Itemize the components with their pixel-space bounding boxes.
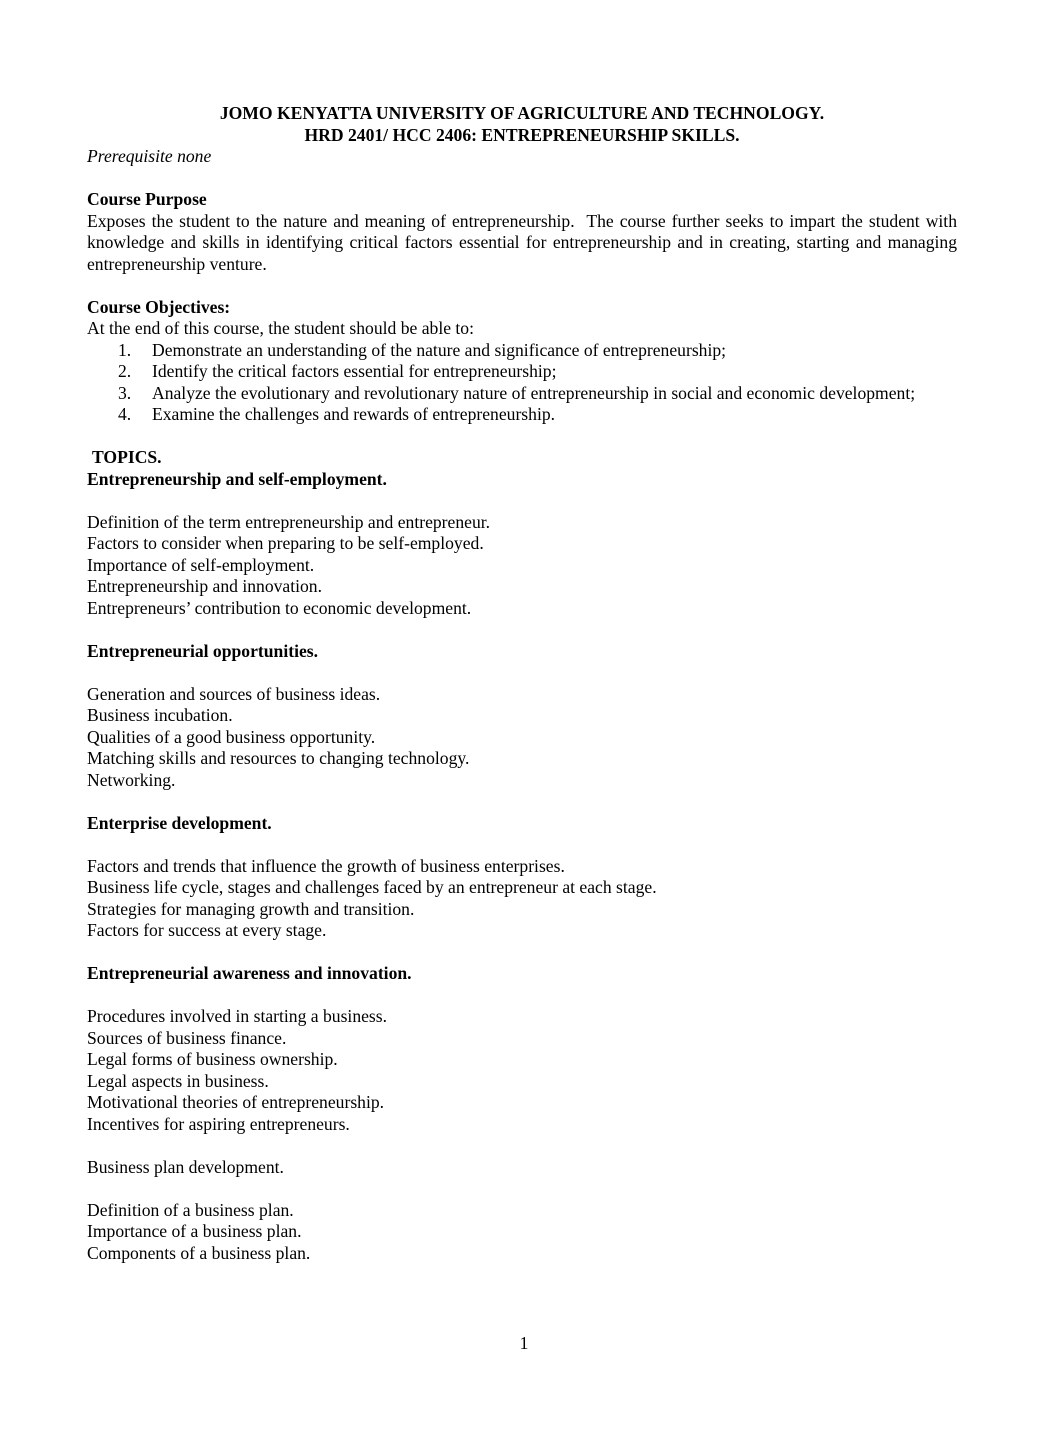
topic-item: Factors to consider when preparing to be self-employed. [87, 533, 484, 553]
course-purpose-body: Exposes the student to the nature and meaning of entrepreneurship. The course further seeks to impart the student with knowledge and skills in identifying critical factors essential for entrepreneurship and in creating, starting and managing entrepreneurship venture. [87, 210, 962, 274]
objective-text: Examine the challenges and rewards of entrepreneurship. [152, 404, 556, 424]
topic-item: Importance of self-employment. [87, 554, 315, 575]
course-objectives-intro: At the end of this course, the student should be able to: [87, 318, 474, 338]
doc-title-line1: JOMO KENYATTA UNIVERSITY OF AGRICULTURE AND TECHNOLOGY. [219, 103, 825, 123]
topic-section-title: Enterprise development. [87, 812, 272, 833]
topic-item: Legal forms of business ownership. [87, 1049, 338, 1069]
objective-item [87, 361, 957, 383]
spacer [87, 619, 957, 641]
spacer [87, 662, 957, 684]
topic-section-title: Business plan development. [87, 1156, 284, 1177]
topic-item: Networking. [87, 769, 176, 790]
objective-text: Demonstrate an understanding of the nature and significance of entrepreneurship; [152, 339, 727, 360]
objective-number: 4. [118, 404, 132, 424]
topic-item: Sources of business finance. [87, 1027, 287, 1048]
topic-item: Definition of a business plan. [87, 1199, 294, 1220]
spacer [87, 1135, 957, 1157]
spacer [87, 275, 957, 297]
spacer [87, 791, 957, 813]
doc-title-line2: HRD 2401/ HCC 2406: ENTREPRENEURSHIP SKILLS. [304, 124, 740, 145]
topic-item: Motivational theories of entrepreneurship. [87, 1092, 385, 1112]
course-purpose-heading: Course Purpose [87, 189, 207, 209]
topic-section-title: Entrepreneurial opportunities. [87, 640, 319, 661]
spacer [87, 1178, 957, 1200]
objective-text: Analyze the evolutionary and revolutionary nature of entrepreneurship in social and economic development; [152, 382, 916, 403]
topic-section-title: Entrepreneurship and self-employment. [87, 468, 387, 489]
topic-item: Factors and trends that influence the growth of business enterprises. [87, 855, 565, 876]
spacer [87, 985, 957, 1007]
topic-item: Generation and sources of business ideas. [87, 683, 381, 704]
topic-item: Entrepreneurship and innovation. [87, 576, 323, 596]
spacer [87, 834, 957, 856]
topic-item: Business life cycle, stages and challenges faced by an entrepreneur at each stage. [87, 877, 657, 897]
topic-item: Incentives for aspiring entrepreneurs. [87, 1113, 350, 1134]
topic-item: Entrepreneurs’ contribution to economic development. [87, 597, 472, 618]
prerequisite-note: Prerequisite none [87, 146, 212, 166]
topic-item: Importance of a business plan. [87, 1221, 302, 1241]
topic-item: Definition of the term entrepreneurship and entrepreneur. [87, 511, 491, 532]
page-number: 1 [519, 1333, 529, 1353]
topic-item: Strategies for managing growth and transition. [87, 898, 415, 919]
objective-item [87, 383, 957, 405]
objective-number: 3. [118, 382, 132, 403]
objective-number: 1. [118, 339, 132, 360]
course-objectives-heading: Course Objectives: [87, 296, 231, 317]
objective-number: 2. [118, 361, 132, 381]
topic-item: Qualities of a good business opportunity. [87, 726, 376, 747]
spacer [87, 490, 957, 512]
topic-item: Matching skills and resources to changing technology. [87, 748, 470, 768]
topic-item: Legal aspects in business. [87, 1070, 269, 1091]
topic-item: Factors for success at every stage. [87, 920, 327, 940]
objective-text: Identify the critical factors essential for entrepreneurship; [152, 361, 557, 381]
spacer [87, 426, 957, 448]
objective-item [87, 340, 957, 362]
topic-item: Business incubation. [87, 705, 233, 725]
spacer [87, 942, 957, 964]
topics-heading: TOPICS. [92, 447, 162, 467]
objective-item [87, 404, 957, 426]
spacer [87, 168, 957, 190]
topic-item: Components of a business plan. [87, 1242, 311, 1263]
topic-item: Procedures involved in starting a business. [87, 1006, 388, 1026]
topic-section-title: Entrepreneurial awareness and innovation. [87, 963, 412, 983]
